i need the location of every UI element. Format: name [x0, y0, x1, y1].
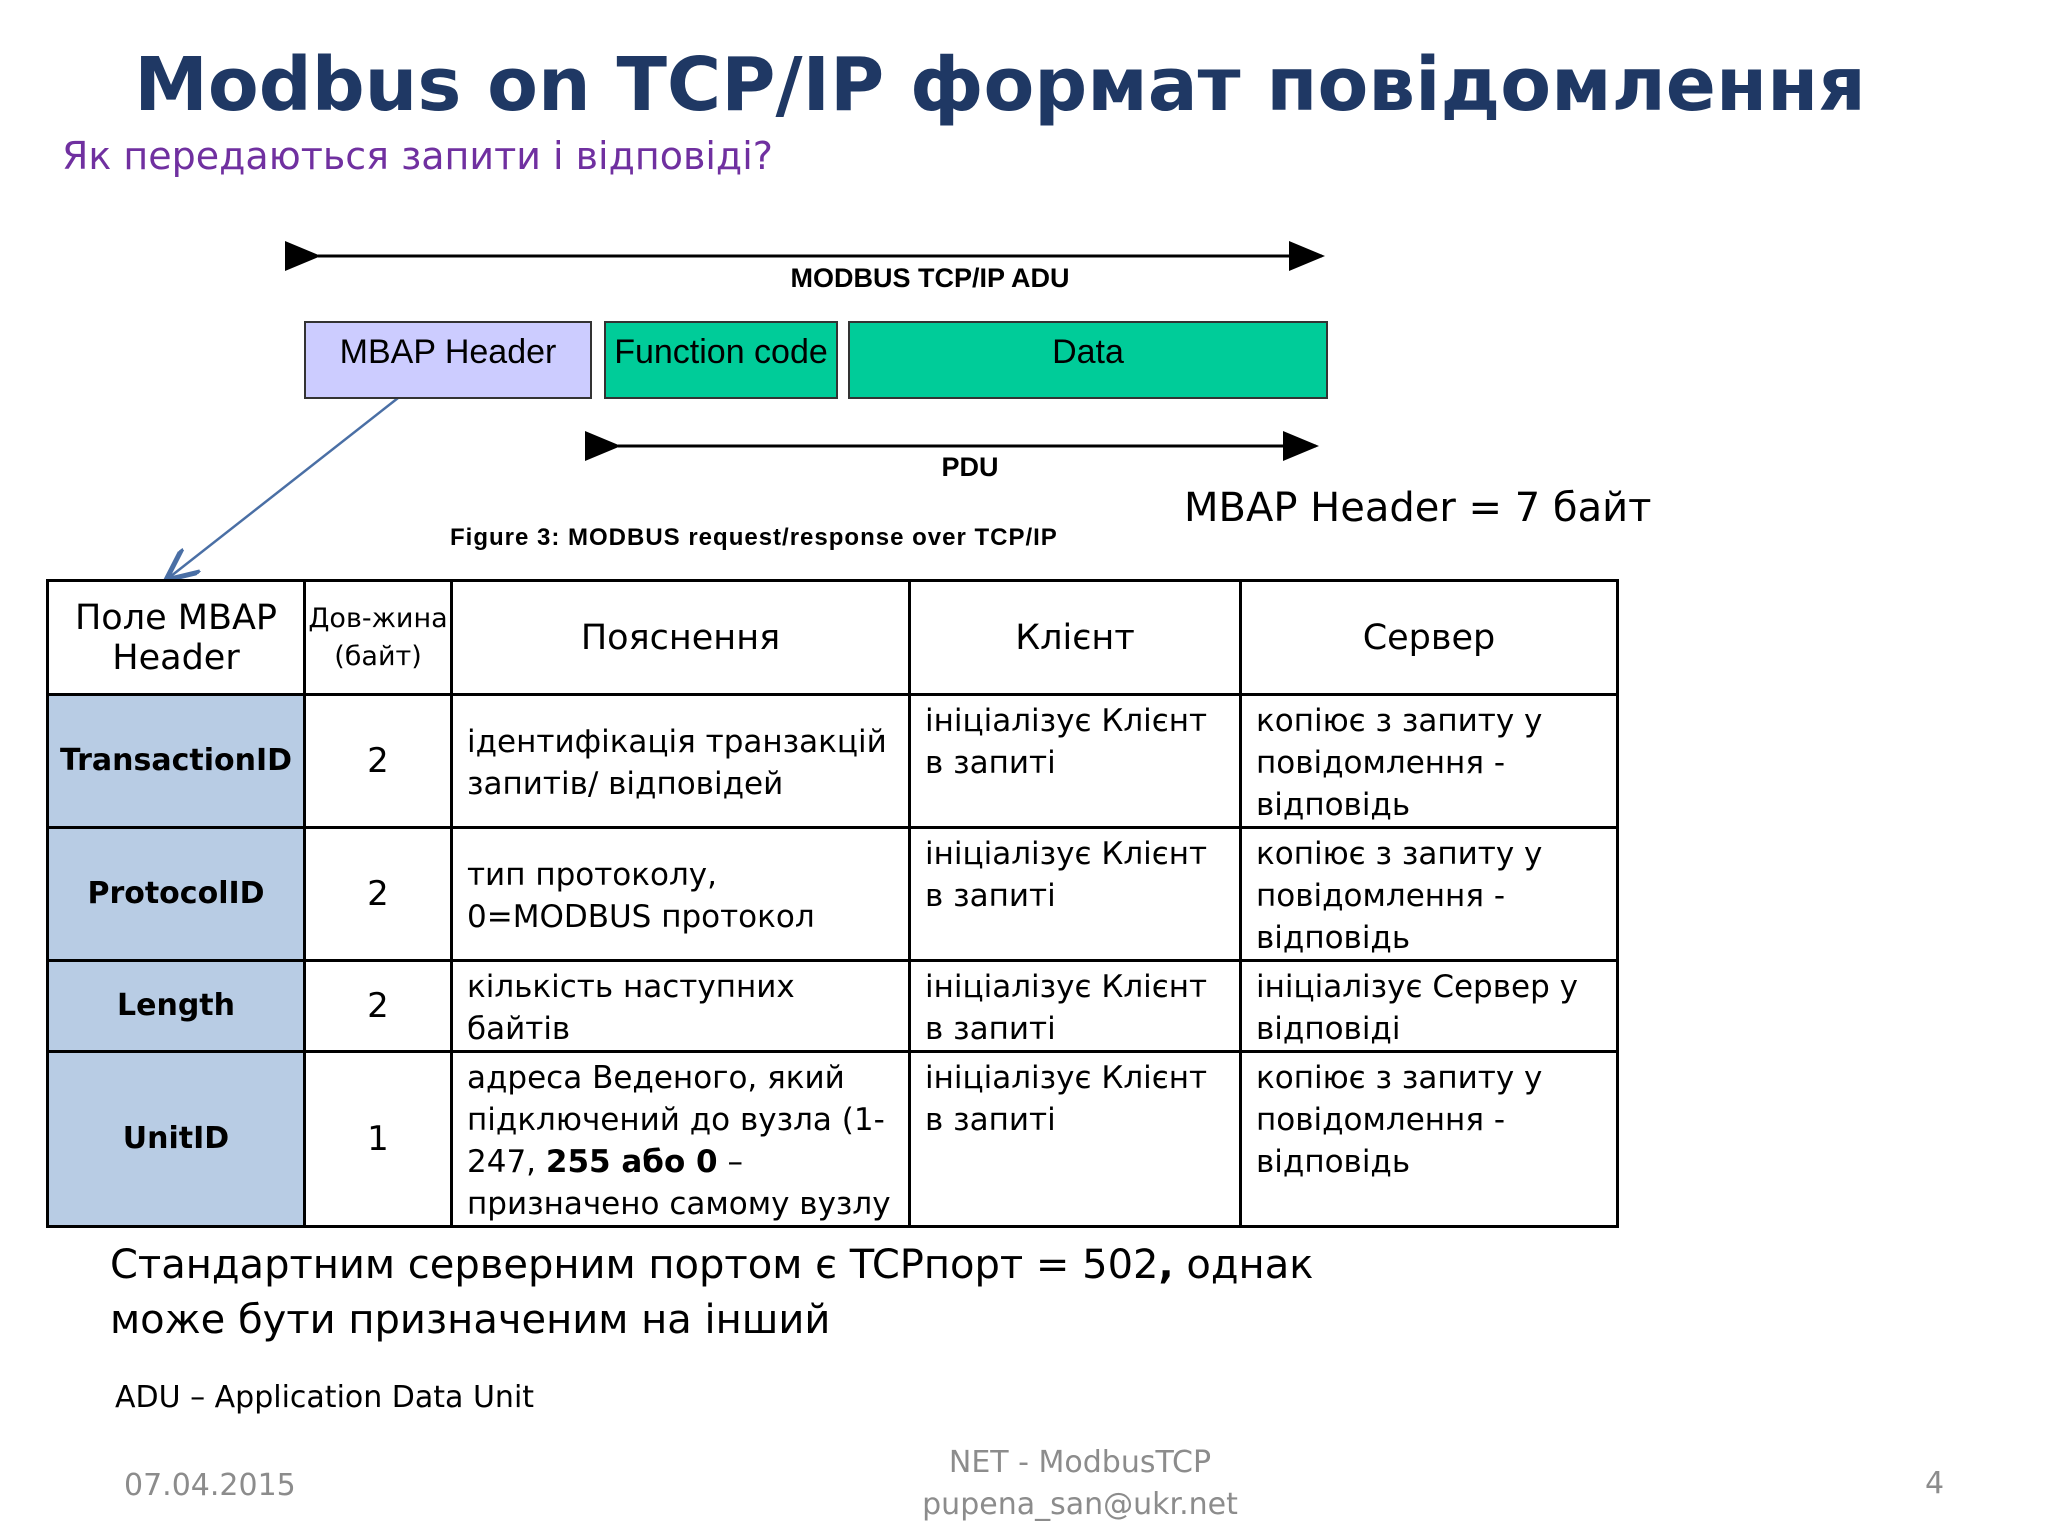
- port-note-text-end: однак може бути призначеним на інший: [110, 1242, 1314, 1343]
- server-cell: копіює з запиту у повідомлення - відповідь: [1241, 828, 1618, 961]
- explanation-text-end: – призначено самому вузлу: [467, 1144, 891, 1222]
- explanation-cell: [452, 1052, 910, 1227]
- pdu-label: PDU: [941, 452, 999, 482]
- header-server: Сервер: [1241, 581, 1618, 695]
- explanation-cell: ідентифікація транзакцій запитів/ відповідей: [452, 695, 910, 828]
- table-row: [48, 828, 1618, 961]
- explanation-bold-text: 255 або 0: [545, 1144, 718, 1180]
- header-field: Поле MBAP Header: [48, 581, 305, 695]
- footer-email: pupena_san@ukr.net: [922, 1487, 1238, 1522]
- client-cell: ініціалізує Клієнт в запиті: [910, 828, 1241, 961]
- adu-label: MODBUS TCP/IP ADU: [790, 263, 1070, 293]
- adu-definition-note: ADU – Application Data Unit: [115, 1380, 535, 1415]
- footer-course: NET - ModbusTCP: [948, 1445, 1212, 1480]
- table-row: [48, 695, 1618, 828]
- table-row: [48, 1052, 1618, 1227]
- header-client: Клієнт: [910, 581, 1241, 695]
- length-cell: 1: [305, 1052, 452, 1227]
- mbap-header-box: MBAP Header: [304, 321, 592, 399]
- figure-caption: Figure 3: MODBUS request/response over TCP/IP: [450, 524, 1058, 551]
- mbap-fields-table: [46, 579, 1619, 1228]
- explanation-cell: кількість наступних байтів: [452, 961, 910, 1052]
- server-cell: копіює з запиту у повідомлення - відповідь: [1241, 695, 1618, 828]
- header-length: Дов-жина (байт): [305, 581, 452, 695]
- slide-title: Modbus on TCP/IP формат повідомлення: [134, 42, 1866, 128]
- field-cell: UnitID: [48, 1052, 305, 1227]
- port-note-comma: ,: [1158, 1242, 1174, 1288]
- field-cell: ProtocolID: [48, 828, 305, 961]
- mbap-pointer-arrow: [166, 398, 398, 580]
- explanation-text: адреса Веденого, який підключений до вузла (1-247,: [467, 1060, 885, 1180]
- server-cell: ініціалізує Сервер у відповіді: [1241, 961, 1618, 1052]
- header-explanation: Пояснення: [452, 581, 910, 695]
- data-box: Data: [848, 321, 1328, 399]
- client-cell: ініціалізує Клієнт в запиті: [910, 695, 1241, 828]
- footer-date: 07.04.2015: [124, 1468, 296, 1503]
- port-note-text: Стандартним серверним портом є TCPпорт = 502: [110, 1242, 1159, 1288]
- function-code-box: Function code: [604, 321, 838, 399]
- page-number: 4: [1925, 1466, 1945, 1501]
- length-cell: 2: [305, 695, 452, 828]
- table-header-row: [48, 581, 1618, 695]
- length-cell: 2: [305, 961, 452, 1052]
- table-row: [48, 961, 1618, 1052]
- slide-subtitle: Як передаються запити і відповіді?: [62, 134, 773, 178]
- length-cell: 2: [305, 828, 452, 961]
- field-cell: TransactionID: [48, 695, 305, 828]
- mbap-size-note: MBAP Header = 7 байт: [1184, 485, 1652, 531]
- client-cell: ініціалізує Клієнт в запиті: [910, 1052, 1241, 1227]
- port-note: [110, 1238, 1410, 1348]
- footer-center: [880, 1442, 1280, 1526]
- server-cell: копіює з запиту у повідомлення - відповідь: [1241, 1052, 1618, 1227]
- explanation-cell: тип протоколу, 0=MODBUS протокол: [452, 828, 910, 961]
- client-cell: ініціалізує Клієнт в запиті: [910, 961, 1241, 1052]
- field-cell: Length: [48, 961, 305, 1052]
